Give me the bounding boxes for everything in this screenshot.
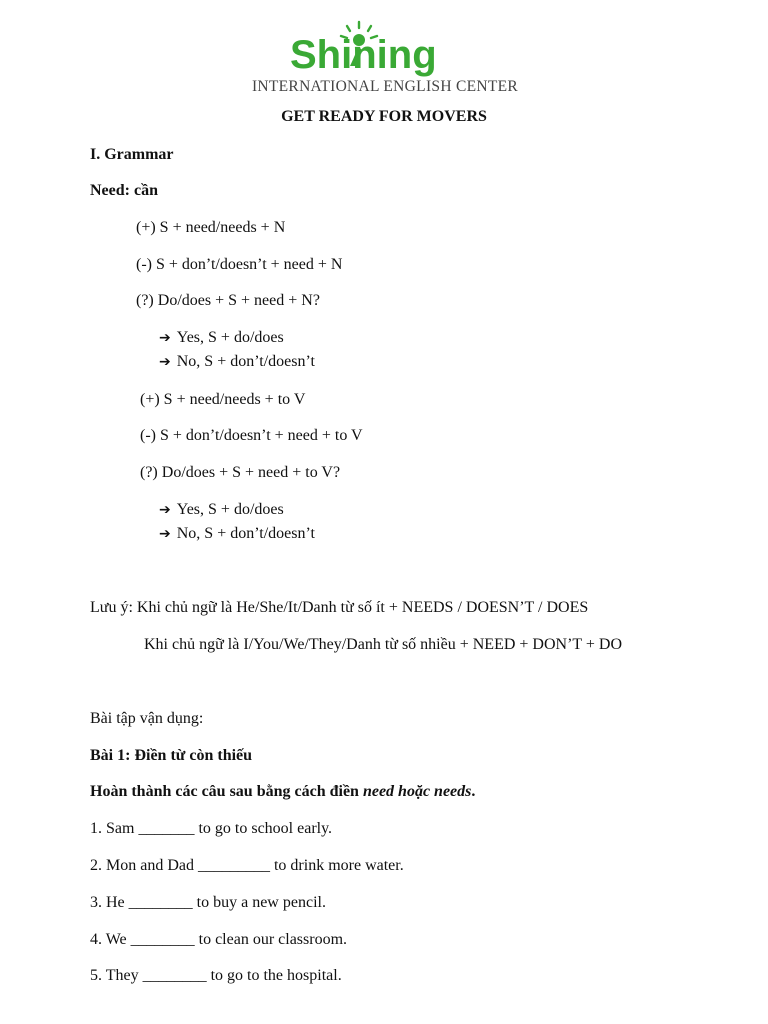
noun-answer-no <box>159 352 315 372</box>
logo-wordmark: Shining <box>290 33 437 77</box>
verb-yes-text: Yes, S + do/does <box>176 501 284 518</box>
note-line-1: Lưu ý: Khi chủ ngữ là He/She/It/Danh từ số ít + NEEDS / DOESN’T / DOES <box>90 599 589 616</box>
arrow-right-icon: ➔ <box>159 502 171 518</box>
logo-subtitle: INTERNATIONAL ENGLISH CENTER <box>251 78 519 95</box>
exercise-1-title: Bài 1: Điền từ còn thiếu <box>90 747 253 764</box>
exercise-item: 5. They ________ to go to the hospital. <box>90 967 342 984</box>
note-line-2: Khi chủ ngữ là I/You/We/They/Danh từ số nhiều + NEED + DON’T + DO <box>144 636 623 653</box>
noun-answer-yes <box>159 328 284 348</box>
verb-negative: (-) S + don’t/doesn’t + need + to V <box>140 427 363 444</box>
noun-yes-text: Yes, S + do/does <box>176 329 284 346</box>
noun-negative: (-) S + don’t/doesn’t + need + N <box>136 256 343 273</box>
noun-affirmative: (+) S + need/needs + N <box>136 219 286 236</box>
grammar-heading: I. Grammar <box>90 146 174 163</box>
noun-question: (?) Do/does + S + need + N? <box>136 292 320 309</box>
practice-intro: Bài tập vận dụng: <box>90 710 204 727</box>
verb-question: (?) Do/does + S + need + to V? <box>140 464 341 481</box>
instruction-italic: need hoặc needs <box>362 783 472 800</box>
need-label: Need: cần <box>90 182 158 199</box>
exercise-item: 4. We ________ to clean our classroom. <box>90 931 348 948</box>
instruction-suffix: . <box>471 783 476 800</box>
exercise-item: 2. Mon and Dad _________ to drink more water. <box>90 857 404 874</box>
shining-logo <box>220 20 550 98</box>
exercise-item: 1. Sam _______ to go to school early. <box>90 820 333 837</box>
verb-answer-no <box>159 524 315 544</box>
verb-affirmative: (+) S + need/needs + to V <box>140 391 306 408</box>
noun-no-text: No, S + don’t/doesn’t <box>176 353 315 370</box>
verb-answer-yes <box>159 500 284 520</box>
verb-no-text: No, S + don’t/doesn’t <box>176 525 315 542</box>
arrow-right-icon: ➔ <box>159 526 171 542</box>
page-title: GET READY FOR MOVERS <box>281 108 487 125</box>
instruction-prefix: Hoàn thành các câu sau bằng cách điền <box>90 783 363 800</box>
arrow-right-icon: ➔ <box>159 330 171 346</box>
exercise-instruction <box>90 782 475 802</box>
arrow-right-icon: ➔ <box>159 354 171 370</box>
exercise-item: 3. He ________ to buy a new pencil. <box>90 894 326 911</box>
